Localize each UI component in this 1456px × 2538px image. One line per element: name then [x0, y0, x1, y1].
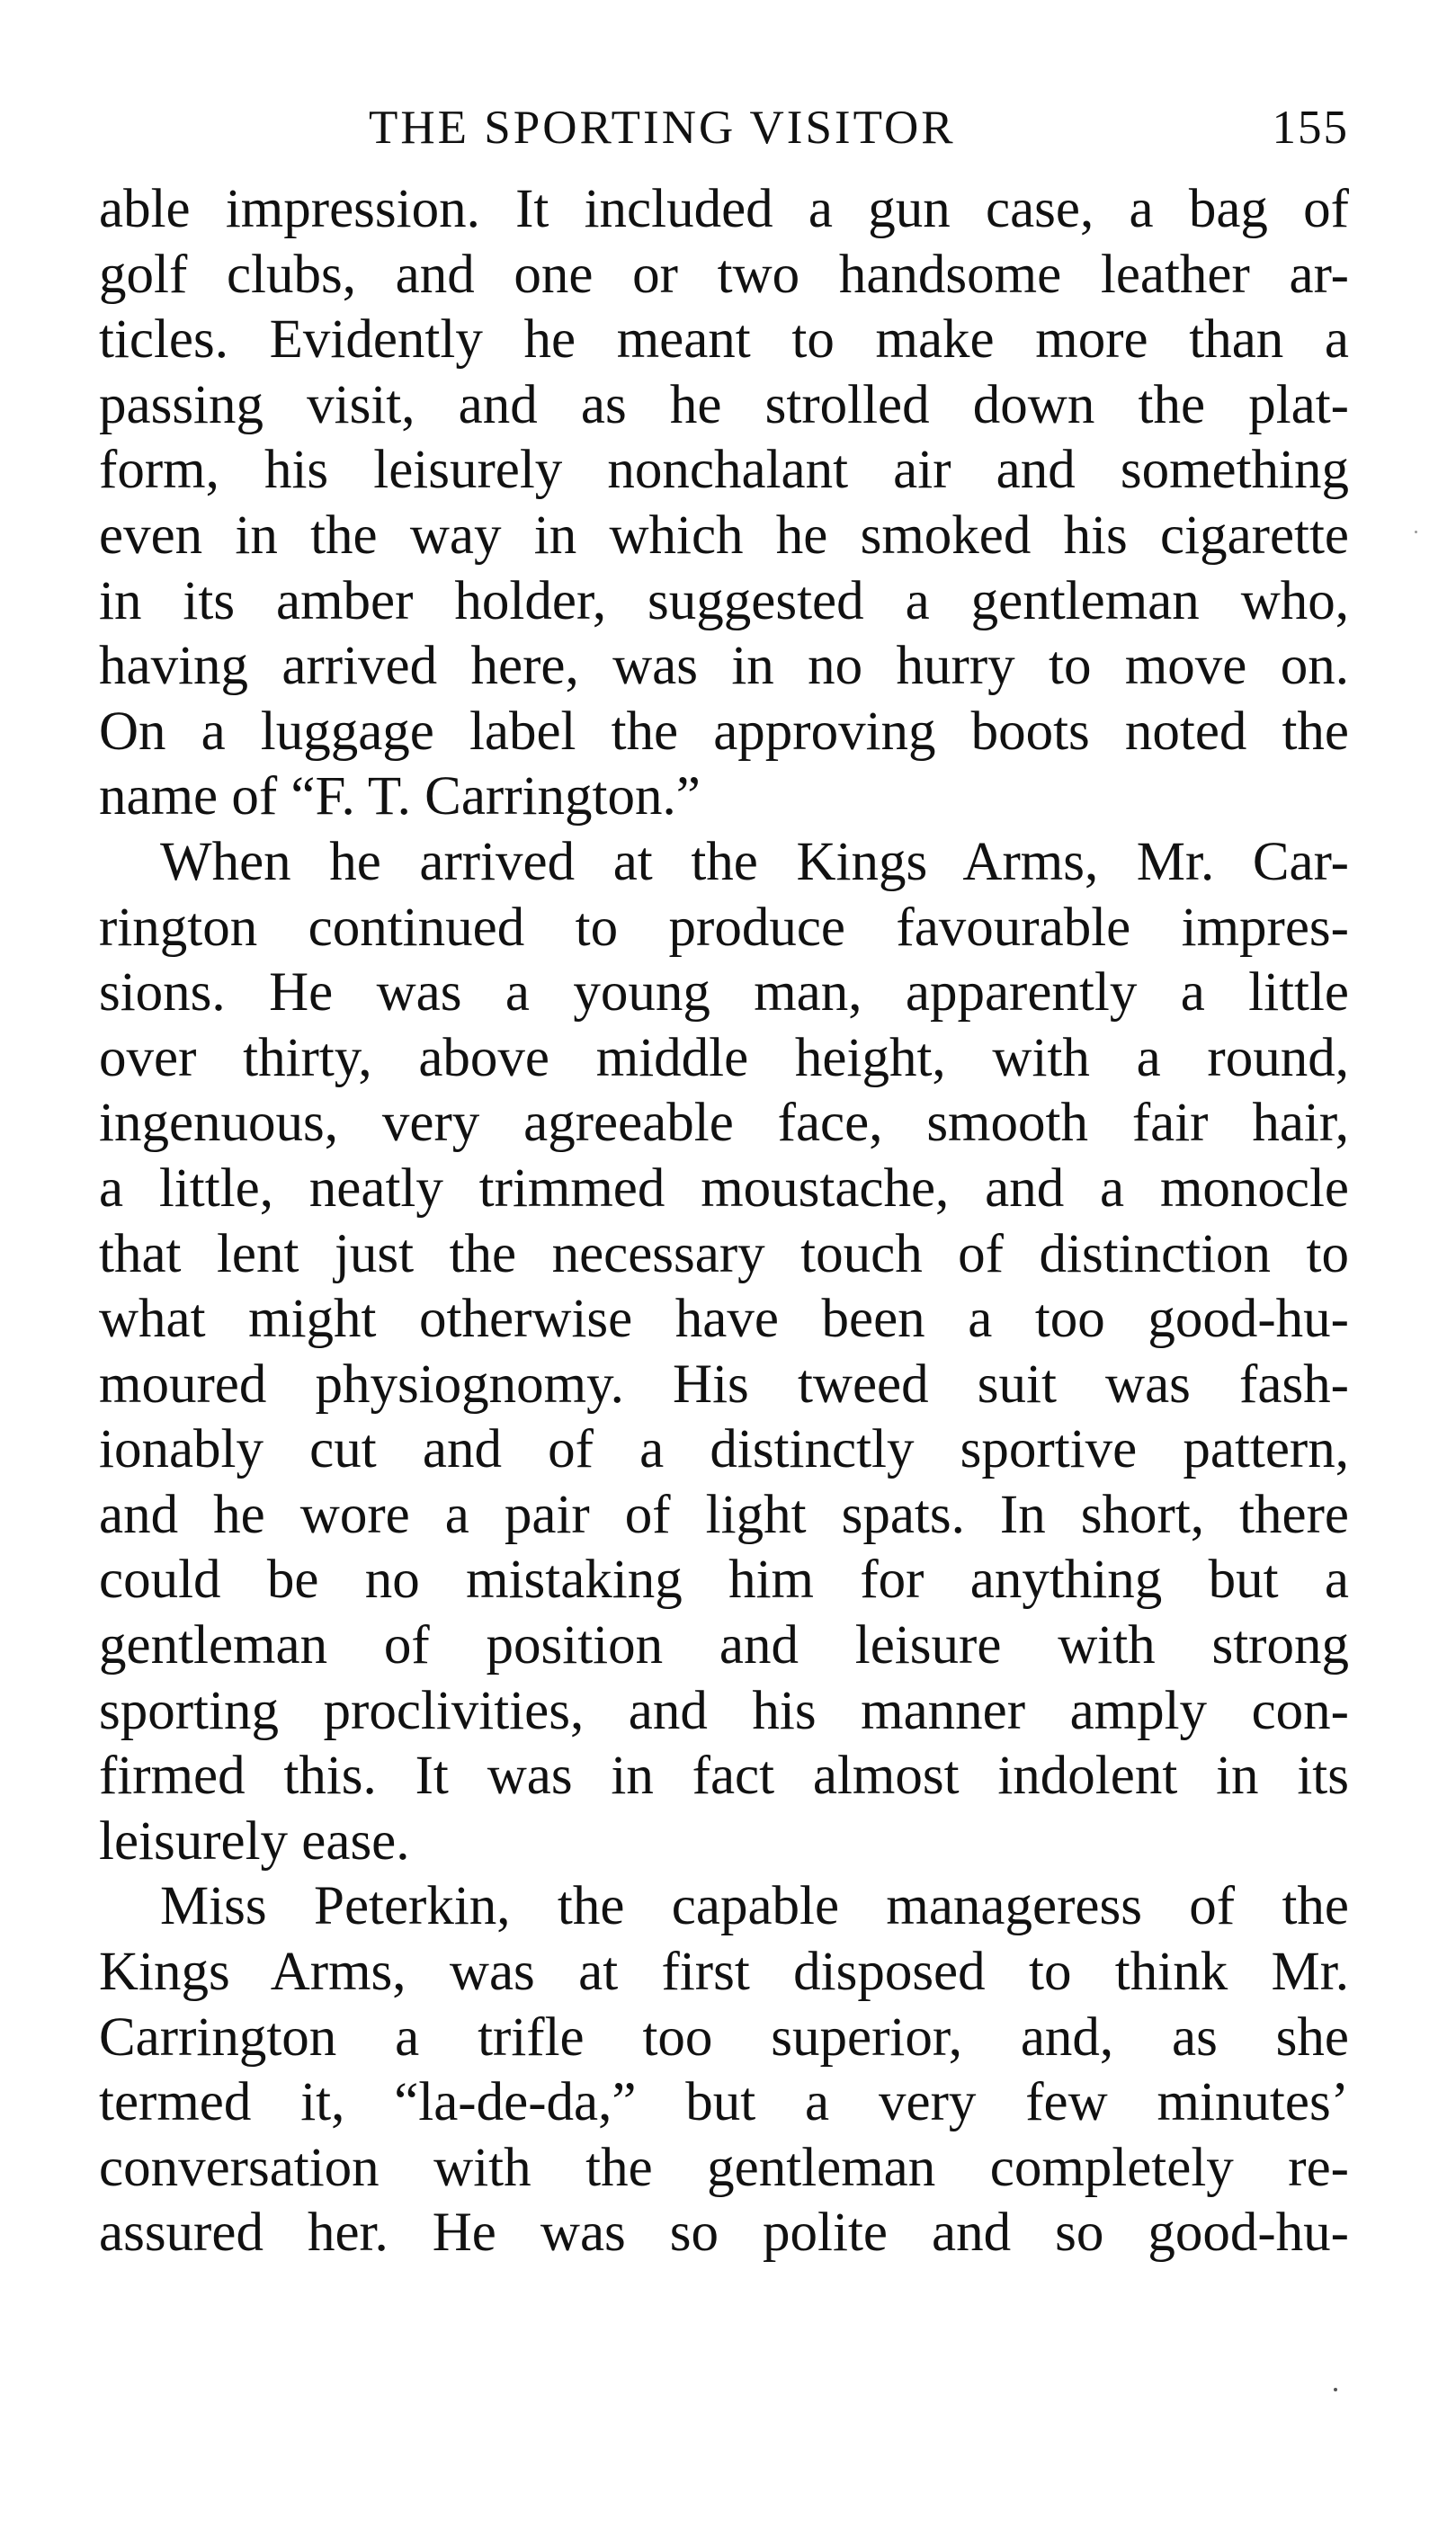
text-line: able impression. It included a gun case, a bag of — [99, 179, 1349, 239]
text-line: assured her. He was so polite and so good-hu- — [99, 2203, 1349, 2264]
text-line: ticles. Evidently he meant to make more than a — [99, 309, 1349, 371]
paragraph-2 — [99, 830, 1349, 1875]
page-number: 155 — [1272, 102, 1349, 154]
scan-speck — [1334, 2388, 1337, 2391]
text-line: in its amber holder, suggested a gentleman who, — [99, 570, 1349, 631]
text-line: rington continued to produce favourable impres- — [99, 897, 1349, 958]
text-line: ionably cut and of a distinctly sportive pattern, — [99, 1419, 1349, 1480]
scan-speck — [1415, 531, 1417, 533]
text-line: sporting proclivities, and his manner amply con- — [99, 1680, 1349, 1741]
text-line: passing visit, and as he strolled down the plat- — [99, 374, 1349, 435]
text-line: firmed this. It was in fact almost indolent in its — [99, 1746, 1349, 1807]
text-line: Kings Arms, was at first disposed to think Mr. — [99, 1942, 1349, 2003]
text-line: and he wore a pair of light spats. In short, there — [99, 1484, 1349, 1545]
body-text — [99, 177, 1349, 2266]
text-line: On a luggage label the approving boots noted the — [99, 701, 1349, 762]
text-line: form, his leisurely nonchalant air and something — [99, 440, 1349, 501]
text-line: that lent just the necessary touch of distinction to — [99, 1223, 1349, 1284]
text-line: gentleman of position and leisure with strong — [99, 1615, 1349, 1676]
text-line: a little, neatly trimmed moustache, and a monocle — [99, 1157, 1349, 1219]
text-line: over thirty, above middle height, with a round, — [99, 1027, 1349, 1088]
text-line: leisurely ease. — [99, 1810, 410, 1872]
text-line: having arrived here, was in no hurry to move on. — [99, 636, 1349, 697]
text-line: termed it, “la-de-da,” but a very few minutes’ — [99, 2072, 1349, 2133]
text-line: Miss Peterkin, the capable manageress of the — [160, 1876, 1349, 1937]
text-line: conversation with the gentleman completely re- — [99, 2137, 1349, 2198]
text-line: even in the way in which he smoked his cigarette — [99, 505, 1349, 566]
page-header — [99, 92, 1349, 164]
paragraph-1 — [99, 177, 1349, 830]
text-line: sions. He was a young man, apparently a little — [99, 962, 1349, 1023]
text-line: golf clubs, and one or two handsome leather ar- — [99, 244, 1349, 305]
text-line: When he arrived at the Kings Arms, Mr. Car- — [160, 831, 1349, 892]
paragraph-3 — [99, 1874, 1349, 2266]
text-line: what might otherwise have been a too good-hu- — [99, 1289, 1349, 1350]
text-line: ingenuous, very agreeable face, smooth fair hair, — [99, 1093, 1349, 1154]
text-line: Carrington a trifle too superior, and, as she — [99, 2006, 1349, 2068]
text-line: could be no mistaking him for anything but a — [99, 1550, 1349, 1611]
text-line: moured physiognomy. His tweed suit was fash- — [99, 1354, 1349, 1415]
running-head: THE SPORTING VISITOR — [369, 102, 956, 154]
text-line: name of “F. T. Carrington.” — [99, 766, 701, 827]
